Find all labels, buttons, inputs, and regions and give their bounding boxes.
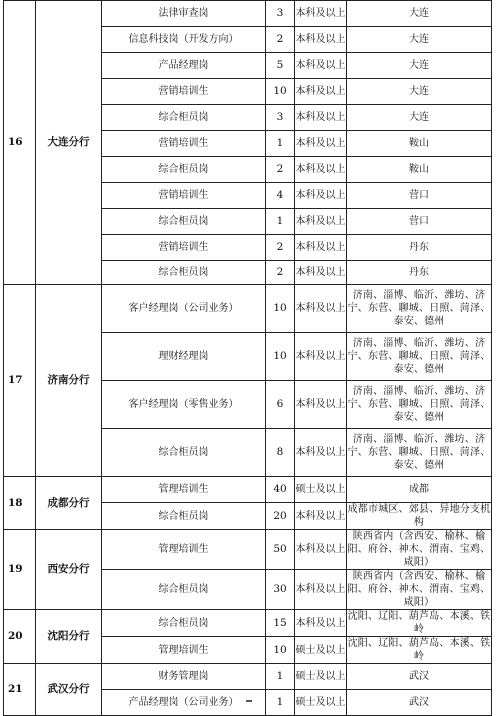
location-cell: 大连 [347,79,492,105]
education-cell: 本科及以上 [295,429,347,477]
education-cell: 本科及以上 [295,157,347,183]
count-cell: 40 [266,477,295,503]
table-row [4,285,492,333]
count-cell: 2 [266,27,295,53]
count-cell: 1 [266,690,295,716]
branch-number: 19 [4,530,36,610]
position-cell: 综合柜员岗 [102,570,266,610]
location-cell: 武汉 [347,690,492,716]
position-cell: 综合柜员岗 [102,157,266,183]
education-cell: 硕士及以上 [295,477,347,503]
location-cell: 武汉 [347,664,492,690]
count-cell: 10 [266,333,295,381]
location-cell: 丹东 [347,235,492,261]
education-cell: 硕士及以上 [295,690,347,716]
position-cell: 财务管理岗 [102,664,266,690]
table-row [4,1,492,27]
education-cell: 本科及以上 [295,610,347,637]
location-cell: 大连 [347,1,492,27]
education-cell: 硕士及以上 [295,664,347,690]
location-cell: 营口 [347,183,492,209]
position-cell: 客户经理岗（公司业务） [102,285,266,333]
position-cell: 法律审查岗 [102,1,266,27]
education-cell: 本科及以上 [295,1,347,27]
table-row [4,664,492,690]
count-cell: 4 [266,183,295,209]
education-cell: 硕士及以上 [295,637,347,664]
count-cell: 30 [266,570,295,610]
location-cell: 成都 [347,477,492,503]
branch-number: 17 [4,285,36,477]
education-cell: 本科及以上 [295,209,347,235]
recruitment-table [3,0,492,716]
branch-name: 沈阳分行 [36,610,102,664]
location-cell: 营口 [347,209,492,235]
branch-name: 西安分行 [36,530,102,610]
position-cell: 综合柜员岗 [102,209,266,235]
count-cell: 1 [266,209,295,235]
education-cell: 本科及以上 [295,333,347,381]
count-cell: 3 [266,105,295,131]
education-cell: 本科及以上 [295,53,347,79]
education-cell: 本科及以上 [295,79,347,105]
page-mark [246,700,252,702]
education-cell: 本科及以上 [295,131,347,157]
location-cell: 鞍山 [347,157,492,183]
education-cell: 本科及以上 [295,27,347,53]
position-cell: 综合柜员岗 [102,503,266,530]
position-cell: 信息科技岗（开发方向） [102,27,266,53]
education-cell: 本科及以上 [295,261,347,285]
education-cell: 本科及以上 [295,381,347,429]
location-cell: 大连 [347,27,492,53]
position-cell: 综合柜员岗 [102,610,266,637]
location-cell: 成都市城区、郊县、异地分支机构 [347,504,491,528]
location-cell: 济南、淄博、临沂、潍坊、济宁、东营、聊城、日照、菏泽、泰安、德州 [347,333,492,381]
position-cell: 综合柜员岗 [102,261,266,285]
location-cell: 鞍山 [347,131,492,157]
count-cell: 6 [266,381,295,429]
count-cell: 10 [266,637,295,664]
branch-number: 18 [4,477,36,530]
position-cell: 综合柜员岗 [102,429,266,477]
position-cell: 管理培训生 [102,530,266,570]
position-cell: 综合柜员岗 [102,105,266,131]
location-cell: 济南、淄博、临沂、潍坊、济宁、东营、聊城、日照、菏泽、泰安、德州 [347,285,492,333]
position-cell: 产品经理岗 [102,53,266,79]
branch-name: 济南分行 [36,285,102,477]
position-cell: 理财经理岗 [102,333,266,381]
count-cell: 15 [266,610,295,637]
location-cell: 沈阳、辽阳、葫芦岛、本溪、铁岭 [347,611,491,635]
branch-number: 20 [4,610,36,664]
branch-name: 大连分行 [36,1,102,285]
table-row [4,477,492,503]
position-cell: 营销培训生 [102,79,266,105]
location-cell: 丹东 [347,261,492,285]
education-cell: 本科及以上 [295,235,347,261]
position-cell: 营销培训生 [102,183,266,209]
location-cell: 沈阳、辽阳、葫芦岛、本溪、铁岭 [347,638,491,662]
count-cell: 20 [266,503,295,530]
location-cell: 陕西省内（含西安、榆林、榆阳、府谷、神木、渭南、宝鸡、咸阳） [347,571,491,608]
count-cell: 8 [266,429,295,477]
position-cell: 营销培训生 [102,131,266,157]
branch-number: 16 [4,1,36,285]
education-cell: 本科及以上 [295,183,347,209]
count-cell: 1 [266,664,295,690]
education-cell: 本科及以上 [295,503,347,530]
table-row [4,610,492,637]
branch-name: 成都分行 [36,477,102,530]
location-cell: 大连 [347,53,492,79]
education-cell: 本科及以上 [295,105,347,131]
count-cell: 2 [266,261,295,285]
branch-name: 武汉分行 [36,664,102,716]
position-cell: 管理培训生 [102,477,266,503]
position-cell: 客户经理岗（零售业务） [102,381,266,429]
table-row [4,530,492,570]
position-cell: 营销培训生 [102,235,266,261]
count-cell: 3 [266,1,295,27]
position-cell: 管理培训生 [102,637,266,664]
education-cell: 本科及以上 [295,530,347,570]
branch-number: 21 [4,664,36,716]
count-cell: 10 [266,79,295,105]
count-cell: 2 [266,157,295,183]
location-cell: 大连 [347,105,492,131]
table-body [4,1,492,716]
location-cell: 陕西省内（含西安、榆林、榆阳、府谷、神木、渭南、宝鸡、咸阳） [347,531,491,568]
education-cell: 本科及以上 [295,285,347,333]
location-cell: 济南、淄博、临沂、潍坊、济宁、东营、聊城、日照、菏泽、泰安、德州 [347,429,492,477]
position-cell: 产品经理岗（公司业务） [102,690,266,716]
count-cell: 50 [266,530,295,570]
count-cell: 10 [266,285,295,333]
count-cell: 2 [266,235,295,261]
count-cell: 5 [266,53,295,79]
education-cell: 本科及以上 [295,570,347,610]
count-cell: 1 [266,131,295,157]
location-cell: 济南、淄博、临沂、潍坊、济宁、东营、聊城、日照、菏泽、泰安、德州 [347,381,492,429]
